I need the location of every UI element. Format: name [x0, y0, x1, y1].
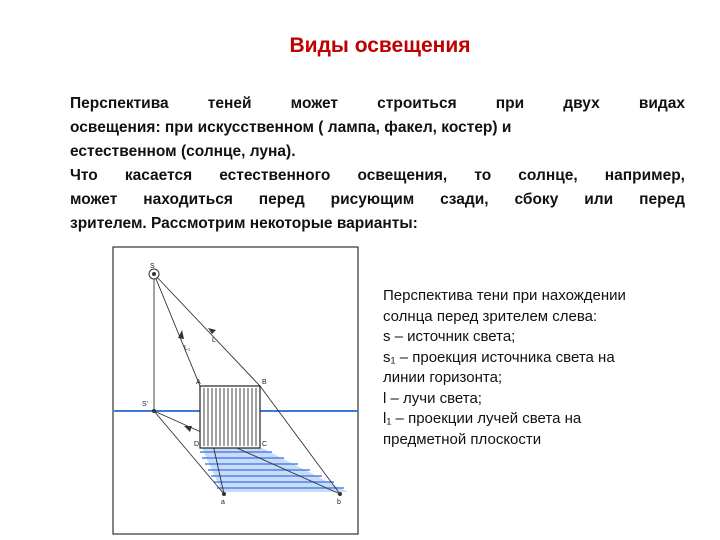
- label-a: a: [221, 499, 225, 506]
- caption-line: l – лучи света;: [383, 389, 482, 407]
- intro-paragraph: [70, 92, 685, 236]
- caption-line: предметной плоскости: [383, 430, 542, 448]
- point-b: [338, 492, 342, 496]
- caption-line: линии горизонта;: [383, 369, 503, 386]
- label-A: A: [196, 379, 201, 386]
- figure-caption: [383, 286, 703, 450]
- point-a: [222, 492, 226, 496]
- caption-line: Перспектива тени при нахождении: [383, 287, 626, 304]
- paragraph-line: Перспектива теней может строиться при двух видах: [70, 95, 685, 112]
- caption-line: солнца перед зрителем слева:: [383, 307, 598, 325]
- label-l: L: [212, 337, 216, 344]
- shadow-perspective-figure: [112, 246, 360, 536]
- object-box: [200, 386, 260, 448]
- label-C: C: [262, 441, 268, 448]
- label-D: D: [194, 441, 200, 448]
- page-title: Виды освещения: [289, 34, 471, 57]
- label-s1: S': [142, 401, 149, 408]
- paragraph-line: зрителем. Рассмотрим некоторые варианты:: [70, 215, 418, 232]
- caption-line: s₁ – проекция источника света на: [383, 348, 615, 366]
- label-B: B: [262, 379, 267, 386]
- paragraph-line: естественном (солнце, луна).: [70, 143, 296, 160]
- label-l1: L₁: [184, 345, 191, 352]
- sun-point-center: [152, 272, 156, 276]
- sun-projection-point: [152, 409, 156, 413]
- paragraph-line: Что касается естественного освещения, то солнце, например,: [70, 167, 685, 184]
- paragraph-line: может находиться перед рисующим сзади, сбоку или перед: [70, 191, 685, 208]
- label-s: S: [150, 263, 155, 270]
- label-b: b: [337, 499, 341, 506]
- caption-line: s – источник света;: [383, 328, 516, 345]
- caption-line: l₁ – проекции лучей света на: [383, 410, 582, 427]
- paragraph-line: освещения: при искусственном ( лампа, факел, костер) и: [70, 119, 512, 136]
